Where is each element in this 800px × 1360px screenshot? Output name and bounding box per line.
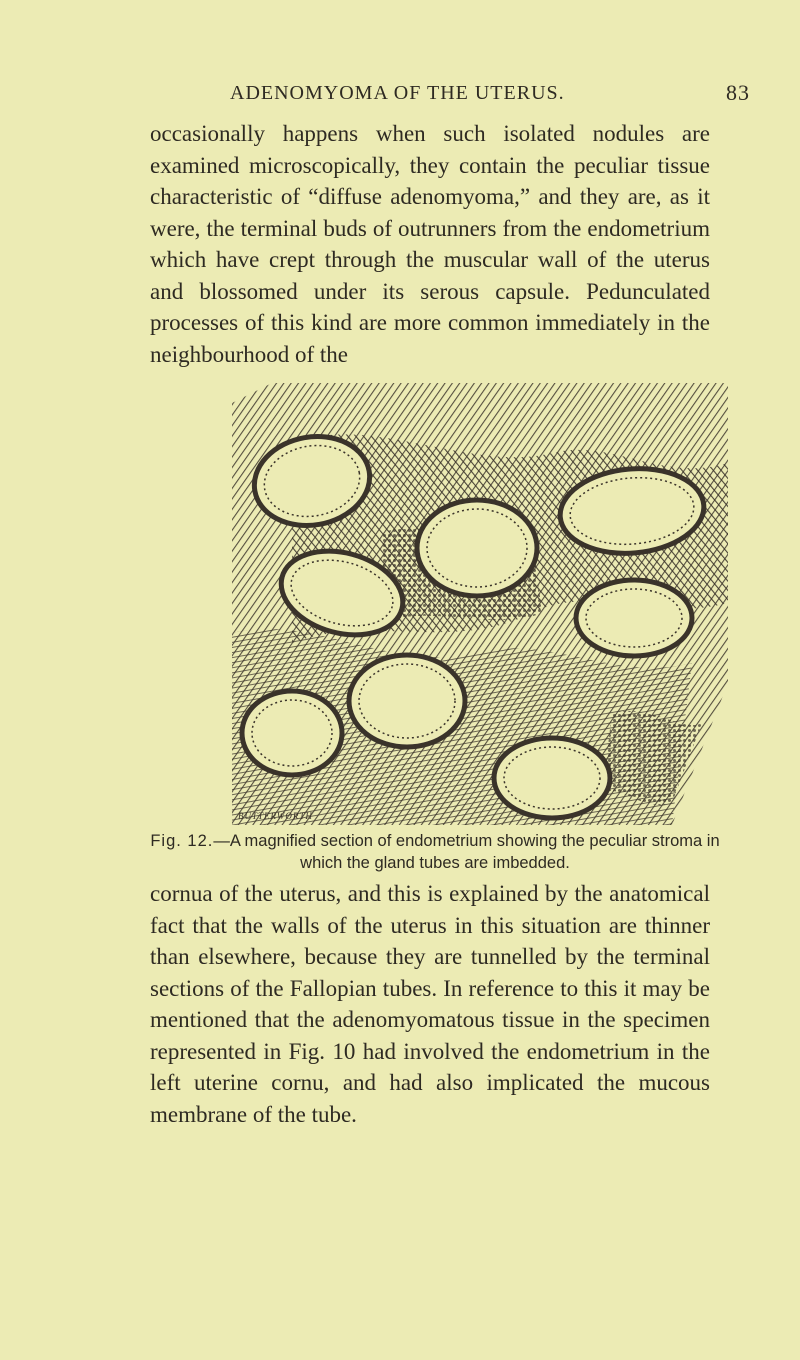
figure-label: Fig. 12. bbox=[150, 832, 214, 850]
svg-text:BUTTERWORTH: BUTTERWORTH bbox=[238, 811, 313, 821]
figure-caption-text: —A magnified section of endometrium showing the peculiar stroma in which the gland tubes are imbedded. bbox=[213, 832, 720, 872]
endometrium-illustration bbox=[232, 383, 728, 825]
running-title: ADENOMYOMA OF THE UTERUS. bbox=[230, 82, 565, 104]
figure-caption bbox=[150, 830, 720, 874]
paragraph-top: occasionally happens when such isolated nodules are examined microscopically, they contain the peculiar tissue characteristic of “diffuse adenomyoma,” and they are, as it were, the terminal buds of outrunners from the endometrium which have crept through the muscular wall of the uterus and blossomed under its serous capsule. Pedunculated processes of this kind are more common immediately in the neighbourhood of the bbox=[150, 121, 710, 367]
page-number: 83 bbox=[726, 80, 750, 105]
endometrium-section-drawing bbox=[232, 383, 728, 825]
paragraph-bottom: cornua of the uterus, and this is explained by the anatomical fact that the walls of the uterus in this situation are thinner than elsewhere, because they are tunnelled by the terminal sections of the Fallopian tubes. In reference to this it may be mentioned that the adenomyomatous tissue in the specimen represented in Fig. 10 had involved the endometrium in the left uterine cornu, and had also implicated the mucous membrane of the tube. bbox=[150, 881, 710, 1127]
